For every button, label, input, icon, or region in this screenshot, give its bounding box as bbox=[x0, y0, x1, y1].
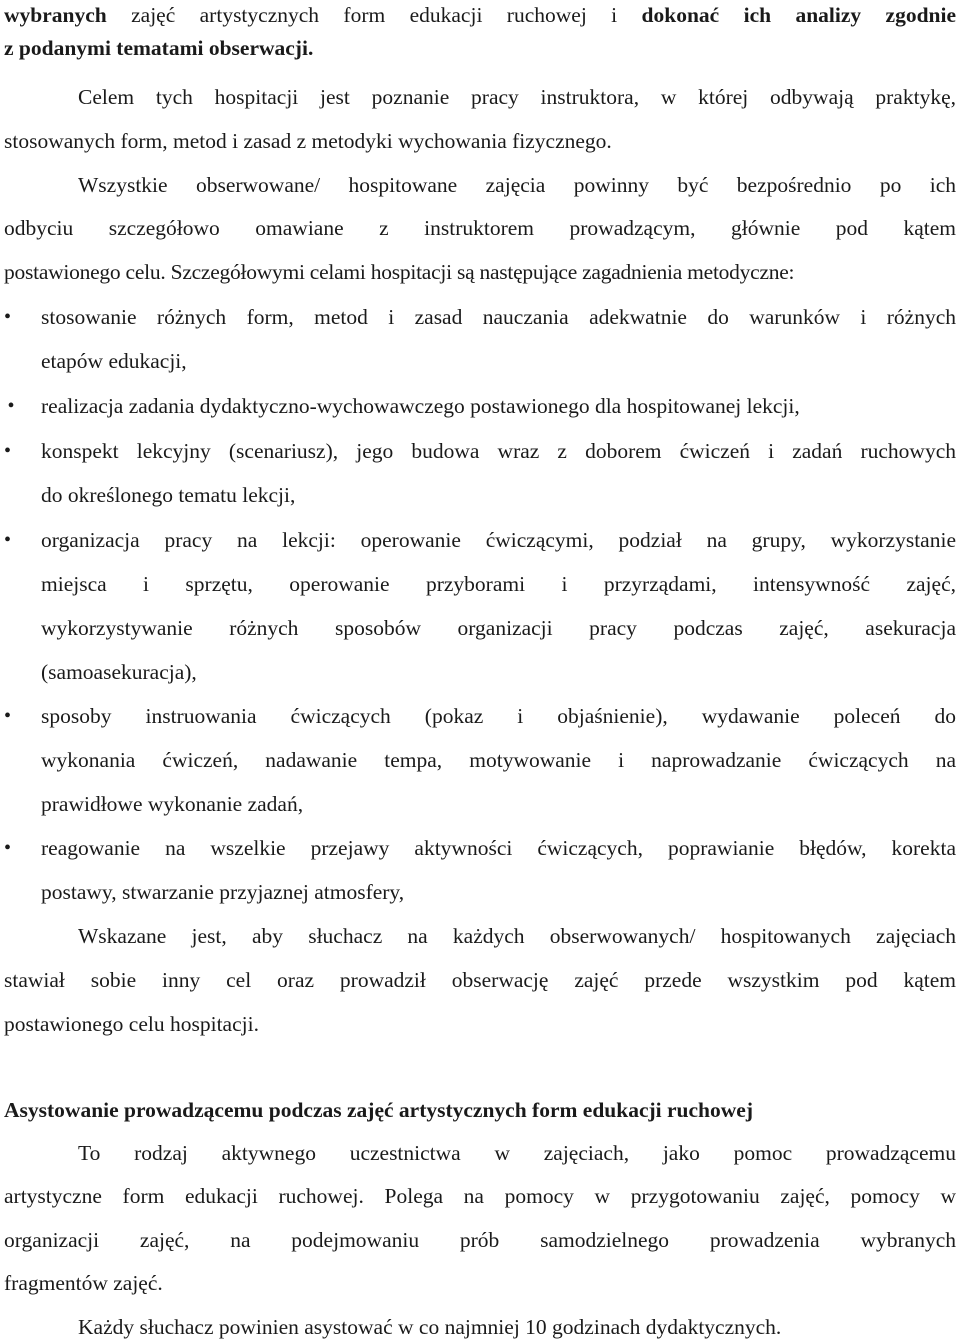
list-item-text: realizacja zadania dydaktyczno-wychowawczego postawionego dla hospitowanej lekcji, bbox=[41, 394, 800, 418]
list-item-continuation: wykonania ćwiczeń, nadawanie tempa, motywowanie i naprowadzanie ćwiczących na bbox=[41, 748, 956, 772]
list-item bbox=[4, 391, 956, 421]
list-item-text: sposoby instruowania ćwiczących (pokaz i objaśnienie), wydawanie poleceń do bbox=[41, 704, 956, 728]
bullet-icon: • bbox=[4, 306, 12, 328]
paragraph-3-line-2: stawiał sobie inny cel oraz prowadził obserwację zajęć przede wszystkim pod kątem bbox=[4, 968, 956, 992]
list-item-text: stosowanie różnych form, metod i zasad nauczania adekwatnie do warunków i różnych bbox=[41, 305, 956, 329]
section-2-paragraph-line-4: fragmentów zajęć. bbox=[4, 1271, 163, 1295]
list-item-continuation: prawidłowe wykonanie zadań, bbox=[41, 792, 304, 816]
list-item bbox=[4, 525, 956, 555]
paragraph-1-line-1: Celem tych hospitacji jest poznanie pracy instruktora, w której odbywają praktykę, bbox=[78, 85, 956, 109]
list-item-continuation: wykorzystywanie różnych sposobów organizacji pracy podczas zajęć, asekuracja bbox=[41, 616, 956, 640]
list-item-continuation: miejsca i sprzętu, operowanie przyborami i przyrządami, intensywność zajęć, bbox=[41, 572, 956, 596]
bullet-icon: • bbox=[4, 440, 12, 462]
intro-mid: zajęć artystycznych form edukacji ruchowej i bbox=[106, 3, 642, 27]
list-item bbox=[4, 833, 956, 863]
intro-bold-2: dokonać ich analizy zgodnie bbox=[641, 3, 957, 27]
paragraph-3-line-1: Wskazane jest, aby słuchacz na każdych obserwowanych/ hospitowanych zajęciach bbox=[78, 924, 956, 948]
intro-bold-1: wybranych bbox=[4, 3, 107, 27]
list-item bbox=[4, 701, 956, 731]
paragraph-3-line-3: postawionego celu hospitacji. bbox=[4, 1012, 259, 1036]
section-2-paragraph-2-line-1: Każdy słuchacz powinien asystować w co najmniej 10 godzinach dydaktycznych. bbox=[78, 1315, 782, 1339]
bullet-icon: • bbox=[4, 837, 12, 859]
intro-bold-3: z podanymi tematami obserwacji. bbox=[4, 36, 314, 60]
list-item-continuation: etapów edukacji, bbox=[41, 349, 187, 373]
intro-line-2 bbox=[4, 33, 956, 63]
bullet-icon: • bbox=[4, 529, 12, 551]
list-item-continuation: postawy, stwarzanie przyjaznej atmosfery, bbox=[41, 880, 405, 904]
list-item-text: reagowanie na wszelkie przejawy aktywności ćwiczących, poprawianie błędów, korekta bbox=[41, 836, 956, 860]
intro-line-1 bbox=[4, 0, 956, 30]
paragraph-2-line-3: postawionego celu. Szczegółowymi celami hospitacji są następujące zagadnienia metodyczne: bbox=[4, 260, 795, 284]
section-2-paragraph-line-2: artystyczne form edukacji ruchowej. Polega na pomocy w przygotowaniu zajęć, pomocy w bbox=[4, 1184, 956, 1208]
section-2-paragraph-line-1: To rodzaj aktywnego uczestnictwa w zajęciach, jako pomoc prowadzącemu bbox=[78, 1141, 956, 1165]
list-item-continuation: (samoasekuracja), bbox=[41, 660, 197, 684]
paragraph-2-line-2: odbyciu szczegółowo omawiane z instruktorem prowadzącym, głównie pod kątem bbox=[4, 216, 956, 240]
bullet-icon: • bbox=[4, 705, 12, 727]
list-item-text: organizacja pracy na lekcji: operowanie ćwiczącymi, podział na grupy, wykorzystanie bbox=[41, 528, 956, 552]
list-item-text: konspekt lekcyjny (scenariusz), jego budowa wraz z doborem ćwiczeń i zadań ruchowych bbox=[41, 439, 956, 463]
section-2-paragraph-line-3: organizacji zajęć, na podejmowaniu prób samodzielnego prowadzenia wybranych bbox=[4, 1228, 956, 1252]
list-item-continuation: do określonego tematu lekcji, bbox=[41, 483, 296, 507]
list-item bbox=[4, 436, 956, 466]
bullet-icon: • bbox=[7, 395, 15, 417]
paragraph-2-line-1: Wszystkie obserwowane/ hospitowane zajęcia powinny być bezpośrednio po ich bbox=[78, 173, 956, 197]
section-heading bbox=[4, 1095, 956, 1125]
section-heading-text: Asystowanie prowadzącemu podczas zajęć artystycznych form edukacji ruchowej bbox=[4, 1098, 753, 1122]
list-item bbox=[4, 302, 956, 332]
paragraph-1-line-2: stosowanych form, metod i zasad z metodyki wychowania fizycznego. bbox=[4, 129, 612, 153]
